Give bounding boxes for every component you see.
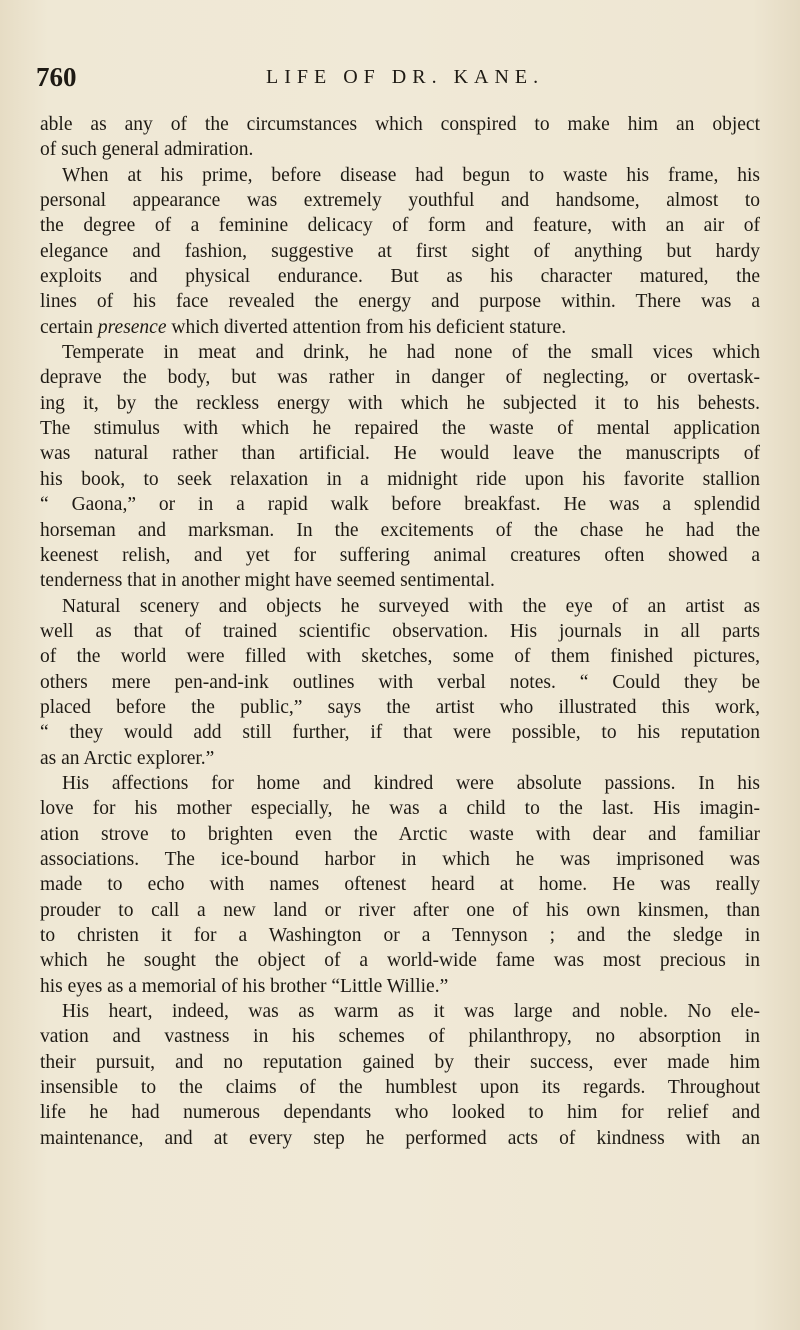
text-line: to christen it for a Washington or a Tennyson ; and the sledge in (40, 925, 760, 946)
text-line: which he sought the object of a world-wide fame was most precious in (40, 950, 760, 972)
text-line: His heart, indeed, was as warm as it was large and noble. No ele- (62, 1001, 760, 1023)
text-line: made to echo with names oftenest heard at home. He was really (40, 874, 760, 896)
text-line: was natural rather than artificial. He would leave the manuscripts of (40, 443, 760, 465)
page-header (36, 62, 776, 96)
text-line: of the world were filled with sketches, some of them finished pictures, (40, 646, 760, 668)
text-line: Temperate in meat and drink, he had none of the small vices which (62, 342, 760, 364)
text-line: insensible to the claims of the humblest upon its regards. Throughout (40, 1077, 760, 1099)
text-line: horseman and marksman. In the excitements of the chase he had the (40, 519, 760, 541)
running-head: LIFE OF DR. KANE. (266, 66, 545, 88)
text-line: personal appearance was extremely youthful and handsome, almost to (40, 190, 760, 212)
text-line: the degree of a feminine delicacy of form and feature, with an air of (40, 215, 760, 237)
text-line: ation strove to brighten even the Arctic waste with dear and familiar (40, 823, 760, 845)
text-line: The stimulus with which he repaired the waste of mental application (40, 418, 760, 440)
text-line: of such general admiration. (40, 139, 254, 161)
text-line: prouder to call a new land or river after one of his own kinsmen, than (40, 899, 760, 921)
text-line: tenderness that in another might have seemed sentimental. (40, 570, 495, 592)
text-line: vation and vastness in his schemes of philanthropy, no absorption in (40, 1026, 760, 1048)
text-line: able as any of the circumstances which conspired to make him an object (40, 114, 760, 135)
text-line: lines of his face revealed the energy and purpose within. There was a (40, 291, 760, 313)
text-line: his eyes as a memorial of his brother “Little Willie.” (40, 975, 449, 997)
text-line: deprave the body, but was rather in danger of neglecting, or overtask- (40, 367, 760, 389)
text-line: their pursuit, and no reputation gained by their success, ever made him (40, 1051, 760, 1073)
text-line: as an Arctic explorer.” (40, 747, 215, 769)
text-line: His affections for home and kindred were absolute passions. In his (62, 772, 760, 794)
text-line: “ they would add still further, if that were possible, to his reputation (40, 722, 760, 744)
text-line: others mere pen-and-ink outlines with verbal notes. “ Could they be (40, 671, 760, 693)
italic-word: presence (97, 316, 167, 338)
text-line: keenest relish, and yet for suffering animal creatures often showed a (40, 544, 760, 566)
body-text (40, 112, 760, 1151)
text-line: life he had numerous dependants who looked to him for relief and (40, 1102, 760, 1124)
text-line: placed before the public,” says the artist who illustrated this work, (40, 696, 760, 718)
text-segment: which diverted attention from his deficient stature. (166, 316, 567, 338)
text-line: When at his prime, before disease had begun to waste his frame, his (62, 164, 760, 186)
text-line: “ Gaona,” or in a rapid walk before breakfast. He was a splendid (40, 494, 760, 516)
page-number: 760 (36, 62, 77, 92)
text-line: elegance and fashion, suggestive at first sight of anything but hardy (40, 240, 760, 262)
text-line: love for his mother especially, he was a child to the last. His imagin- (40, 798, 760, 820)
text-line: well as that of trained scientific observation. His journals in all parts (40, 620, 760, 642)
text-line: exploits and physical endurance. But as his character matured, the (40, 266, 760, 288)
text-line: associations. The ice-bound harbor in which he was imprisoned was (40, 848, 760, 870)
text-line: Natural scenery and objects he surveyed with the eye of an artist as (62, 595, 760, 617)
text-line: ing it, by the reckless energy with which he subjected it to his behests. (40, 392, 760, 414)
text-line: maintenance, and at every step he performed acts of kindness with an (40, 1127, 760, 1149)
text-line (40, 315, 760, 340)
text-segment: certain (40, 316, 98, 338)
text-line: his book, to seek relaxation in a midnight ride upon his favorite stallion (40, 468, 760, 490)
